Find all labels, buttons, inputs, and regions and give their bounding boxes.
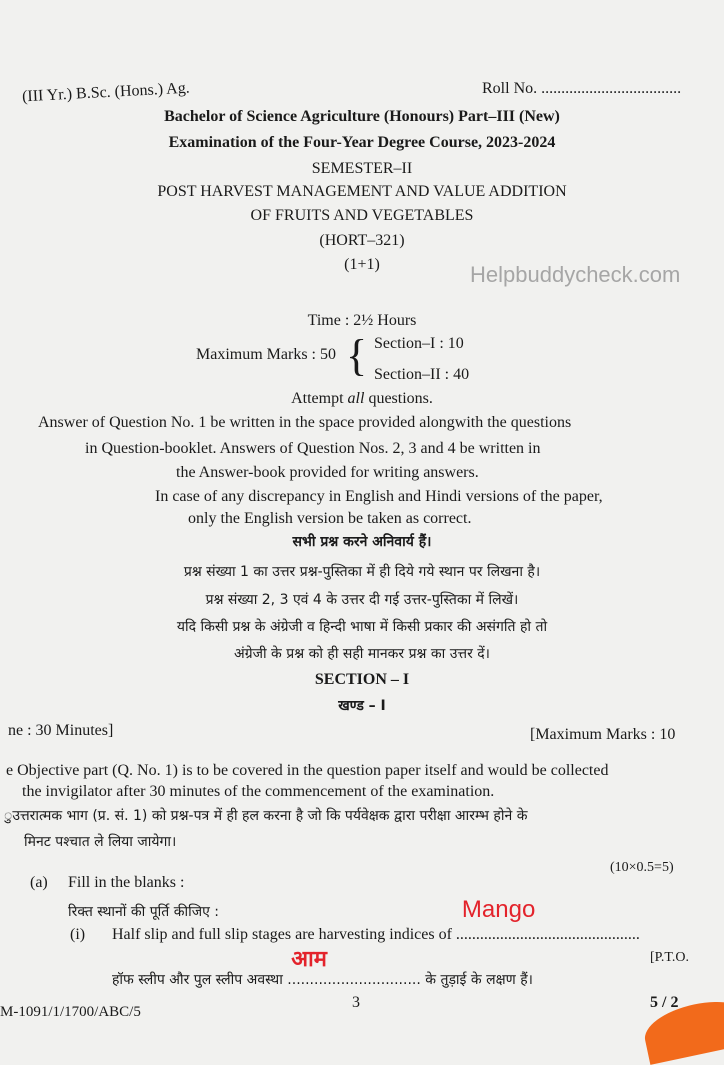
item-hi [112,947,533,990]
brace: { [346,331,368,380]
note-hi-2: मिनट पश्चात ले लिया जायेगा। [24,834,177,850]
instruction-en-2: in Question-booklet. Answers of Question Nos. 2, 3 and 4 be written in [85,440,541,457]
section-title-en: SECTION – I [314,671,410,688]
answer-hi: आम [291,947,327,972]
note-en-2: the invigilator after 30 minutes of the commencement of the examination. [22,783,495,800]
instruction-hi-5: अंग्रेजी के प्रश्न को ही सही मानकर प्रश्न का उत्तर दें। [234,646,490,662]
answer-blank-hi [287,947,421,988]
section-time: ne : 30 Minutes] [8,722,114,739]
blank-dots-hi: .............................. [287,972,421,988]
note-hi-1: ुउत्तरात्मक भाग (प्र. सं. 1) को प्रश्न-पत्र में ही हल करना है जो कि पर्यवेक्षक द्वारा परीक्षा आरम्भ होने के [4,808,528,824]
section-title-hi: खण्ड – I [338,698,386,714]
instruction-hi-4: यदि किसी प्रश्न के अंग्रेजी व हिन्दी भाषा में किसी प्रकार की असंगति हो तो [176,619,548,635]
title-line-1: Bachelor of Science Agriculture (Honours) Part–III (New) [164,108,560,125]
item-hi-suffix: के तुड़ाई के लक्षण हैं। [420,972,533,988]
instruction-hi-2: प्रश्न संख्या 1 का उत्तर प्रश्न-पुस्तिका में ही दिये गये स्थान पर लिखना है। [183,564,541,580]
instruction-en-4: In case of any discrepancy in English and Hindi versions of the paper, [155,488,603,505]
answer-blank-en [455,896,640,943]
attempt-em: all [347,390,365,407]
subject-line-2: OF FRUITS AND VEGETABLES [250,207,474,224]
roll-no-field: Roll No. ................................... [482,80,682,97]
instruction-hi-1: सभी प्रश्न करने अनिवार्य हैं। [292,534,432,550]
item-label: (i) [70,926,86,943]
pto: [P.T.O. [650,950,690,965]
semester: SEMESTER–II [311,160,413,177]
instruction-en-3: the Answer-book provided for writing answers. [176,464,479,481]
part-title-hi: रिक्त स्थानों की पूर्ति कीजिए : [68,904,220,920]
course-short: (III Yr.) B.Sc. (Hons.) Ag. [21,79,191,106]
attempt-suffix: questions. [364,390,433,407]
attempt-prefix: Attempt [291,390,348,407]
part-label: (a) [30,874,48,891]
page-number: 3 [352,994,360,1011]
max-marks: Maximum Marks : 50 [196,346,336,363]
title-line-2: Examination of the Four-Year Degree Course, 2023-2024 [168,134,556,151]
subject-line-1: POST HARVEST MANAGEMENT AND VALUE ADDITION [157,183,567,200]
instruction-hi-3: प्रश्न संख्या 2, 3 एवं 4 के उत्तर दी गई उत्तर-पुस्तिका में लिखें। [205,592,519,608]
section-max-marks: [Maximum Marks : 10 [530,726,676,743]
credits: (1+1) [344,256,380,273]
watermark: Helpbuddycheck.com [470,262,681,287]
instruction-en-1: Answer of Question No. 1 be written in the space provided alongwith the questions [38,414,572,431]
item-hi-prefix: हॉफ स्लीप और पुल स्लीप अवस्था [112,972,288,988]
attempt-all [0,390,724,408]
section1-marks: Section–I : 10 [374,335,464,352]
section2-marks: Section–II : 40 [374,366,470,383]
question-marks: (10×0.5=5) [610,860,674,875]
blank-dots: .............................................. [455,926,640,943]
sheet-number: 5 / 2 [650,994,679,1011]
item-en-text: Half slip and full slip stages are harvesting indices of [112,926,456,943]
part-title-en: Fill in the blanks : [68,874,185,891]
paper-code: M-1091/1/1700/ABC/5 [0,1004,141,1020]
course-code: (HORT–321) [319,232,405,249]
note-en-1: e Objective part (Q. No. 1) is to be covered in the question paper itself and would be collected [6,762,609,779]
exam-time: Time : 2½ Hours [307,312,417,329]
instruction-en-5: only the English version be taken as correct. [188,510,472,527]
answer-en: Mango [461,896,536,923]
